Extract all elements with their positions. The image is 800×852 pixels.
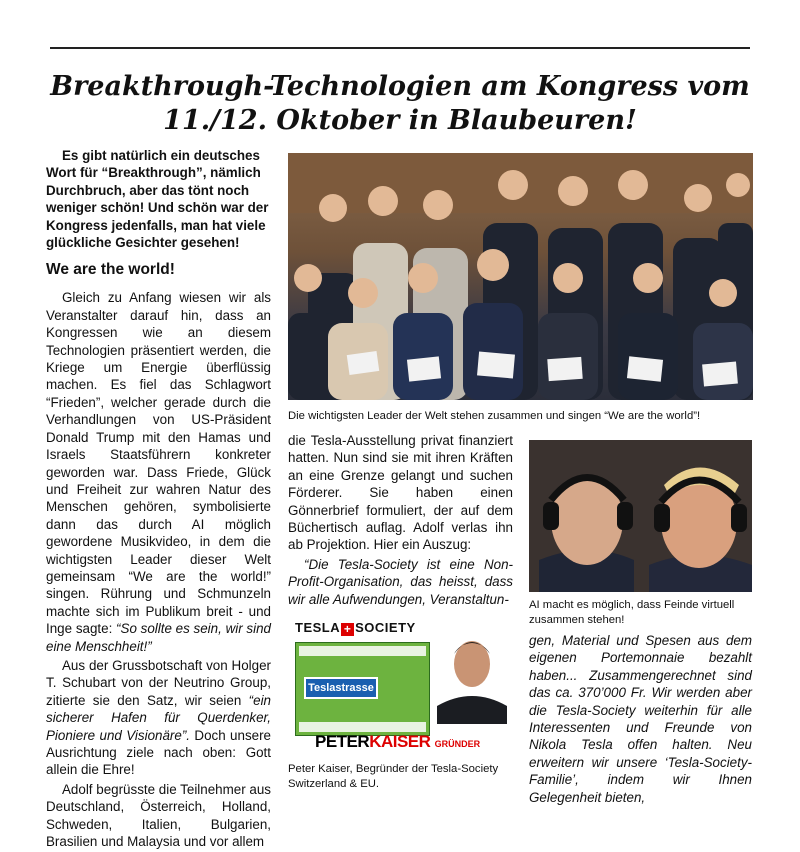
logo-text-right: SOCIETY xyxy=(355,620,416,635)
p2-text: Aus der Grussbotschaft von Holger T. Schubart von der Neutrino Group, zitierte sie den Satz, wir seien xyxy=(46,657,271,708)
tesla-society-logo xyxy=(295,620,416,636)
swiss-cross-icon: + xyxy=(341,623,354,636)
body-paragraph-3: Adolf begrüsste die Teilnehmer aus Deutschland, Österreich, Holland, Schweden, Italien, Bulgarien, Brasilien und Malaysia und vor allem xyxy=(46,781,271,850)
group-photo xyxy=(288,153,753,400)
portrait-icon xyxy=(435,624,509,724)
top-rule xyxy=(50,47,750,49)
p1-quote: “So sollte es sein, wir sind eine Menschheit!” xyxy=(46,621,271,654)
p2-quote: “ein sicherer Hafen für Querdenker, Pioniere und Visionäre”. xyxy=(46,692,271,743)
middle-paragraph-1: die Tesla-Ausstellung privat finanziert hatten. Nun sind sie mit ihren Kräften an eine Grenze gelangt und suchen Förderer. Sie haben einen Gönnerbrief formuliert, der auf dem Büchertisch auflag. Adolf verlas ihn ab Projektion. Hier ein Auszug: xyxy=(288,433,513,553)
headline xyxy=(40,70,760,138)
right-column xyxy=(529,632,752,808)
group-photo-illustration xyxy=(288,153,753,400)
body-paragraph-2 xyxy=(46,657,271,779)
middle-quote: “Die Tesla-Society ist eine Non-Profit-Organisation, das heisst, dass wir alle Aufwendungen, Veranstaltun- xyxy=(288,556,513,607)
ad-name-suffix: GRÜNDER xyxy=(434,739,481,749)
headline-line-1: Breakthrough-Technologien am Kongress vom xyxy=(50,71,750,102)
street-sign: Teslastrasse xyxy=(304,677,378,699)
ad-name-banner xyxy=(315,732,480,752)
p1-text: Gleich zu Anfang wiesen wir als Veranstalter darauf hin, dass an Kongressen wie an diesem Technologien präsentiert werden, die Kriege um Energie überflüssig machen. Es fiel das Schlagwort “Frieden”, welcher gerade durch die Verhandlungen von US-Präsident Donald Trump mit den Hamas und Israels Staatsführern konkreter geworden war. Dass Friede, Glück und Freiheit zur wahren Natur des Menschen gehören, symbolisierte dann das durch AI möglich gewordene Musikvideo, in dem die wichtigsten Leader dieser Welt gemeinsam “We are the world!” singen. Rührung und Schmunzeln machte sich im Publikum breit - und Inge sagte: xyxy=(46,290,271,637)
duo-photo-illustration xyxy=(529,440,752,592)
logo-text-left: TESLA xyxy=(295,620,341,635)
duo-photo xyxy=(529,440,752,592)
ad-name-last: KAISER xyxy=(369,732,431,751)
right-paragraph: gen, Material und Spesen aus dem eigenen Portemonnaie bezahlt haben... Zusammengerechnet sind das ca. 370’000 Fr. Wir werden aber die Tesla-Society weiterhin für alle Interessenten und Freunde von Nikola Tesla offen halten. Neu erweitern wir unsere ‘Tesla-Society-Familie’, indem wir Ihnen Gelegenheit bieten, xyxy=(529,633,752,805)
lead-paragraph: Es gibt natürlich ein deutsches Wort für “Breakthrough”, nämlich Durchbruch, aber das tönt noch weniger schön! Und schön war der Kongress jedenfalls, man hat viele glückliche Gesichter gesehen! xyxy=(46,148,269,251)
middle-column xyxy=(288,432,513,610)
street-sign-card xyxy=(295,642,430,736)
p2-text-after: Doch unsere Ausrichtung ziele nach oben: Gott allein die Ehre! xyxy=(46,727,271,778)
tesla-society-ad xyxy=(295,618,509,756)
ad-photo-caption: Peter Kaiser, Begründer der Tesla-Society Switzerland & EU. xyxy=(288,763,499,790)
subheading: We are the world! xyxy=(46,261,175,279)
duo-photo-caption: AI macht es möglich, dass Feinde virtuell zusammen stehen! xyxy=(529,599,735,626)
card-header-strip xyxy=(299,646,426,656)
body-paragraph-1 xyxy=(46,289,271,655)
ad-name-first: PETER xyxy=(315,732,370,751)
headline-line-2: 11./12. Oktober in Blaubeuren! xyxy=(163,105,637,136)
card-footer-strip xyxy=(299,722,426,732)
group-photo-caption: Die wichtigsten Leader der Welt stehen zusammen und singen “We are the world”! xyxy=(288,410,701,422)
left-column xyxy=(46,147,271,852)
